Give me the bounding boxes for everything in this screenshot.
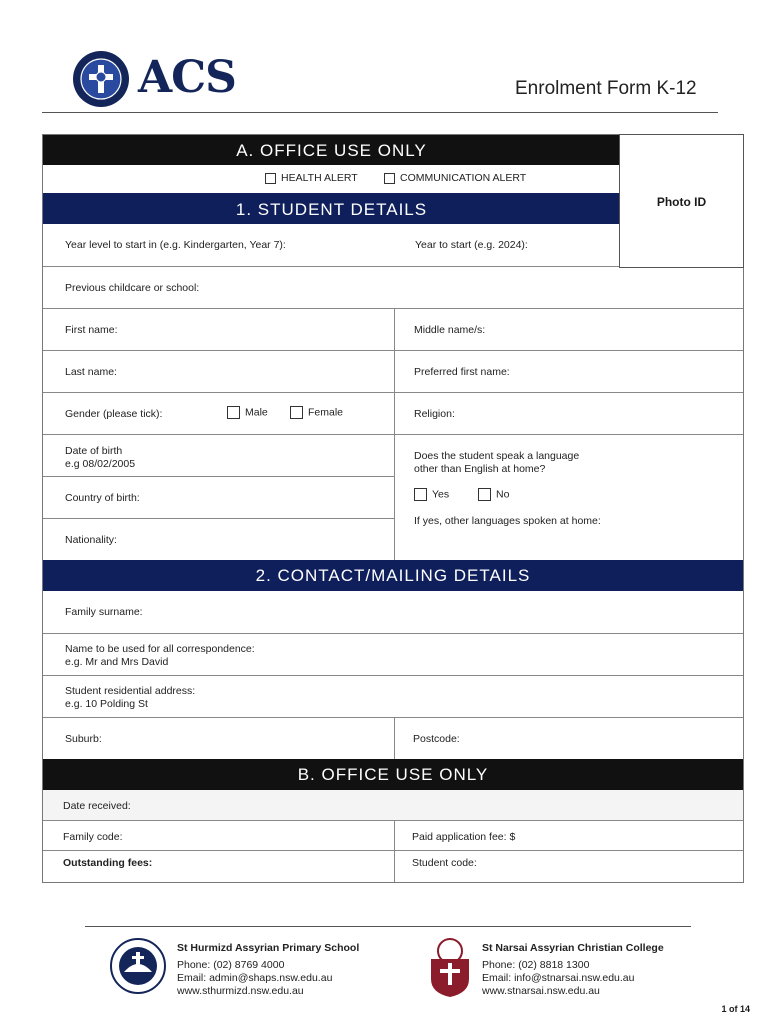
student-code-label: Student code:	[412, 857, 477, 869]
column-divider	[394, 435, 395, 560]
female-label: Female	[308, 406, 344, 419]
column-divider	[394, 393, 395, 434]
suburb-label: Suburb:	[65, 733, 102, 745]
school-website[interactable]: www.stnarsai.nsw.edu.au	[482, 985, 600, 997]
school-name: St Narsai Assyrian Christian College	[482, 942, 664, 954]
acs-seal-logo	[72, 50, 130, 108]
column-divider	[394, 821, 395, 850]
language-yes-option[interactable]	[414, 488, 449, 501]
column-divider	[394, 718, 395, 759]
school-website[interactable]: www.sthurmizd.nsw.edu.au	[177, 985, 304, 997]
school-email[interactable]: Email: info@stnarsai.nsw.edu.au	[482, 972, 635, 984]
page-number: 1 of 14	[721, 1004, 750, 1014]
family-surname-label: Family surname:	[65, 606, 143, 618]
communication-alert-label: COMMUNICATION ALERT	[400, 172, 527, 184]
yes-label: Yes	[432, 488, 450, 501]
no-checkbox[interactable]	[478, 488, 491, 501]
school-phone: Phone: (02) 8818 1300	[482, 959, 590, 971]
dob-label: Date of birth e.g 08/02/2005	[65, 445, 136, 470]
school-email[interactable]: Email: admin@shaps.nsw.edu.au	[177, 972, 333, 984]
no-label: No	[496, 488, 510, 501]
alert-row	[43, 165, 620, 193]
preferred-name-label: Preferred first name:	[414, 366, 510, 378]
outstanding-fees-label: Outstanding fees:	[63, 857, 153, 869]
birth-language-block	[43, 434, 743, 560]
female-option[interactable]	[290, 406, 343, 419]
paid-fee-label: Paid application fee: $	[412, 831, 516, 843]
female-checkbox[interactable]	[290, 406, 303, 419]
language-question: Does the student speak a language other than English at home?	[414, 450, 580, 475]
middle-names-label: Middle name/s:	[414, 324, 486, 336]
gender-row	[43, 392, 743, 434]
previous-school-label: Previous childcare or school:	[65, 282, 200, 294]
office-use-heading: A. OFFICE USE ONLY	[43, 135, 620, 165]
health-alert-checkbox[interactable]	[265, 173, 276, 184]
correspondence-row	[43, 633, 743, 675]
header-divider	[42, 112, 718, 113]
last-name-row	[43, 350, 743, 392]
country-of-birth-label: Country of birth:	[65, 492, 140, 504]
footer-divider	[85, 926, 691, 927]
year-to-start-label: Year to start (e.g. 2024):	[415, 239, 528, 251]
first-name-row	[43, 308, 743, 350]
other-languages-label: If yes, other languages spoken at home:	[414, 515, 601, 527]
gender-label: Gender (please tick):	[65, 408, 163, 420]
logo-wordmark: ACS	[138, 52, 236, 103]
school-name: St Hurmizd Assyrian Primary School	[177, 942, 360, 954]
male-option[interactable]	[227, 406, 268, 419]
office-use-b-heading: B. OFFICE USE ONLY	[43, 759, 743, 790]
health-alert-option[interactable]	[265, 172, 358, 184]
male-checkbox[interactable]	[227, 406, 240, 419]
last-name-label: Last name:	[65, 366, 117, 378]
contact-details-heading: 2. CONTACT/MAILING DETAILS	[43, 560, 743, 591]
address-label: Student residential address: e.g. 10 Polding St	[65, 685, 196, 710]
religion-label: Religion:	[414, 408, 455, 420]
suburb-row	[43, 717, 743, 759]
family-surname-row	[43, 591, 743, 633]
st-hurmizd-crest-icon	[110, 938, 166, 994]
family-code-label: Family code:	[63, 831, 123, 843]
school-phone: Phone: (02) 8769 4000	[177, 959, 285, 971]
address-row	[43, 675, 743, 717]
correspondence-label: Name to be used for all correspondence: e.g. Mr and Mrs David	[65, 643, 255, 668]
column-divider	[394, 351, 395, 392]
photo-id-label: Photo ID	[656, 195, 707, 209]
first-name-label: First name:	[65, 324, 118, 336]
photo-id-box	[619, 134, 744, 268]
column-divider	[394, 851, 395, 882]
communication-alert-checkbox[interactable]	[384, 173, 395, 184]
nationality-label: Nationality:	[65, 534, 117, 546]
postcode-label: Postcode:	[413, 733, 460, 745]
student-details-heading: 1. STUDENT DETAILS	[43, 193, 620, 224]
column-divider	[394, 309, 395, 350]
st-narsai-crest-icon	[425, 937, 475, 999]
yes-checkbox[interactable]	[414, 488, 427, 501]
communication-alert-option[interactable]	[384, 172, 526, 184]
date-received-row	[43, 790, 743, 820]
year-level-label: Year level to start in (e.g. Kindergarten, Year 7):	[65, 239, 286, 251]
outstanding-fees-row	[43, 850, 743, 882]
previous-school-row	[43, 266, 743, 308]
male-label: Male	[245, 406, 268, 419]
date-received-label: Date received:	[63, 800, 131, 812]
language-no-option[interactable]	[478, 488, 509, 501]
health-alert-label: HEALTH ALERT	[281, 172, 358, 184]
page-title: Enrolment Form K-12	[515, 78, 697, 99]
st-narsai-contact	[482, 942, 664, 998]
family-code-row	[43, 820, 743, 850]
st-hurmizd-contact	[177, 942, 359, 998]
